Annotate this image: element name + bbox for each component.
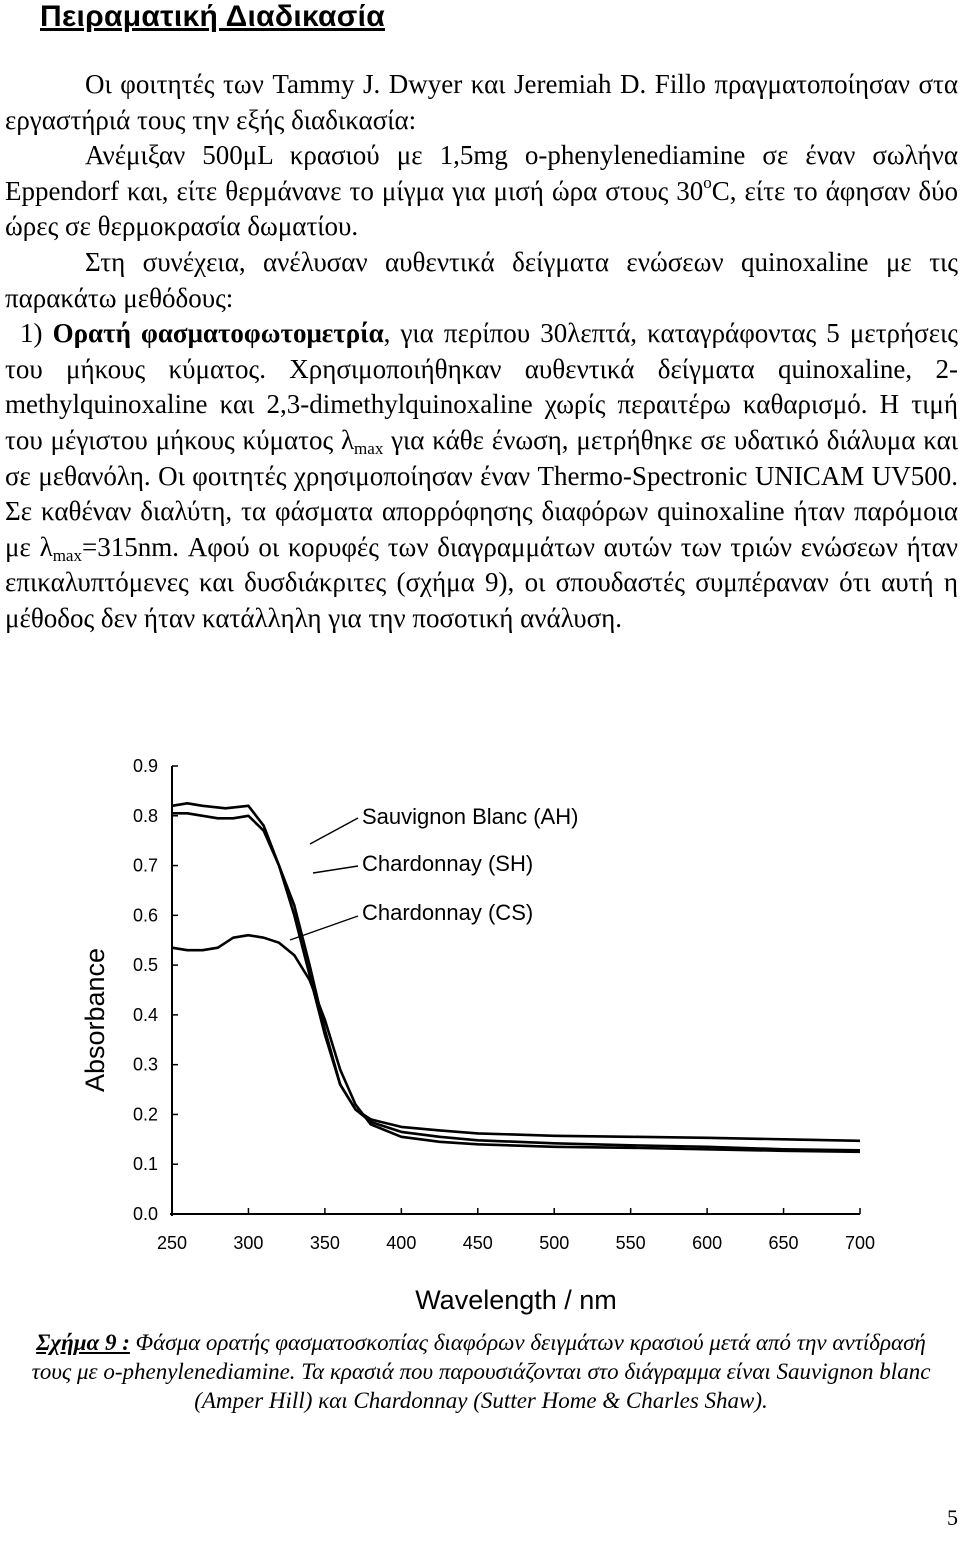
figure-caption: [20, 1328, 942, 1415]
item-text-a: , για περίπου 30λεπτά, καταγράφοντας 5 μετρήσεις του μήκους κύματος. Χρησιμοποιήθηκαν αυθεντικά δείγματα quinoxaline, 2-methylquinoxaline και 2,3-dimethylquinoxaline χωρίς περαιτέρω καθαρισμό. Η τιμή του μέγιστου μήκους κύματος λ: [5, 318, 958, 455]
x-tick-label: 450: [462, 1233, 493, 1253]
method-item-1: [5, 316, 958, 636]
y-tick-label: 0.0: [132, 1204, 158, 1224]
y-tick-label: 0.7: [132, 855, 158, 876]
paragraph-methods: Στη συνέχεια, ανέλυσαν αυθεντικά δείγματα ενώσεων quinoxaline με τις παρακάτω μεθόδους:: [5, 246, 958, 313]
x-tick-label: 600: [692, 1233, 723, 1253]
x-tick-label: 250: [156, 1233, 188, 1253]
series-label: Chardonnay (SH): [362, 851, 534, 876]
series-label-pointer: [313, 866, 358, 873]
lambda-sub: max: [354, 438, 384, 458]
absorbance-figure: [80, 740, 900, 1320]
caption-label: Σχήμα 9 :: [36, 1330, 130, 1355]
y-tick-label: 0.6: [132, 905, 158, 926]
x-tick-label: 350: [309, 1233, 340, 1253]
paragraph-intro: Οι φοιτητές των Tammy J. Dwyer και Jeremiah D. Fillo πραγματοποίησαν στα εργαστήριά τους την εξής διαδικασία:: [5, 69, 958, 135]
degree-sup: o: [703, 172, 712, 192]
caption-text: Φάσμα ορατής φασματοσκοπίας διαφόρων δειγμάτων κρασιού μετά από την αντίδρασή τους με o-phenylenediamine. Τα κρασιά που παρουσιάζονται στο διάγραμμα είναι Sauvignon blanc (Amper Hill) και Chardonnay (Sutter Home & Charles Shaw).: [31, 1330, 931, 1413]
series-line-3: [172, 935, 860, 1152]
x-tick-label: 700: [844, 1233, 876, 1253]
y-tick-label: 0.8: [132, 805, 158, 826]
item-text-c: =315nm. Αφού οι κορυφές των διαγραμμάτων αυτών των τριών ενώσεων ήταν επικαλυπτόμενες και δυσδιάκριτες (σχήμα 9), οι σπουδαστές συμπέραναν ότι αυτή η μέθοδος δεν ήταν κατάλληλη για την ποσοτική ανάλυση.: [5, 531, 959, 633]
x-axis-label: Wavelength / nm: [415, 1285, 617, 1315]
page-number: 5: [947, 1505, 958, 1530]
item-text-b: για κάθε ένωση, μετρήθηκε σε υδατικό διάλυμα και σε μεθανόλη. Οι φοιτητές χρησιμοποίησαν έναν Thermo-Spectronic UNICAM UV500. Σε καθέναν διαλύτη, τα φάσματα απορρόφησης διαφόρων quinoxaline ήταν παρόμοια με λ: [5, 424, 958, 562]
procedure-text-a: Ανέμιξαν 500μL κρασιού με 1,5mg o-phenylenediamine σε έναν σωλήνα Eppendorf και, είτε θερμάνανε το μίγμα για μισή ώρα στους 30: [5, 140, 958, 206]
series-label: Sauvignon Blanc (AH): [362, 804, 579, 829]
procedure-text-b: C, είτε το άφησαν δύο ώρες σε θερμοκρασία δωματίου.: [5, 175, 958, 242]
body-text: [5, 67, 958, 637]
series-label-pointer: [310, 818, 358, 844]
x-tick-label: 650: [768, 1233, 799, 1253]
x-tick-label: 400: [386, 1233, 417, 1253]
y-tick-label: 0.4: [132, 1004, 158, 1025]
y-tick-label: 0.3: [132, 1054, 158, 1075]
paragraph-procedure: [5, 138, 958, 245]
item-number: 1): [20, 318, 43, 349]
series-label: Chardonnay (CS): [362, 900, 534, 925]
item-title: Ορατή φασματοφωτομετρία: [52, 318, 384, 349]
y-tick-label: 0.2: [132, 1104, 158, 1125]
y-tick-label: 0.1: [132, 1154, 158, 1175]
section-heading: Πειραματική Διαδικασία: [40, 0, 385, 33]
x-tick-label: 500: [539, 1233, 570, 1253]
absorbance-chart: [80, 740, 900, 1320]
y-tick-label: 0.5: [132, 955, 158, 976]
x-tick-label: 550: [615, 1233, 646, 1253]
x-tick-label: 300: [233, 1233, 264, 1253]
y-axis-label: Absorbance: [80, 947, 110, 1093]
lambda-sub: max: [52, 545, 82, 565]
y-tick-label: 0.9: [132, 756, 158, 776]
